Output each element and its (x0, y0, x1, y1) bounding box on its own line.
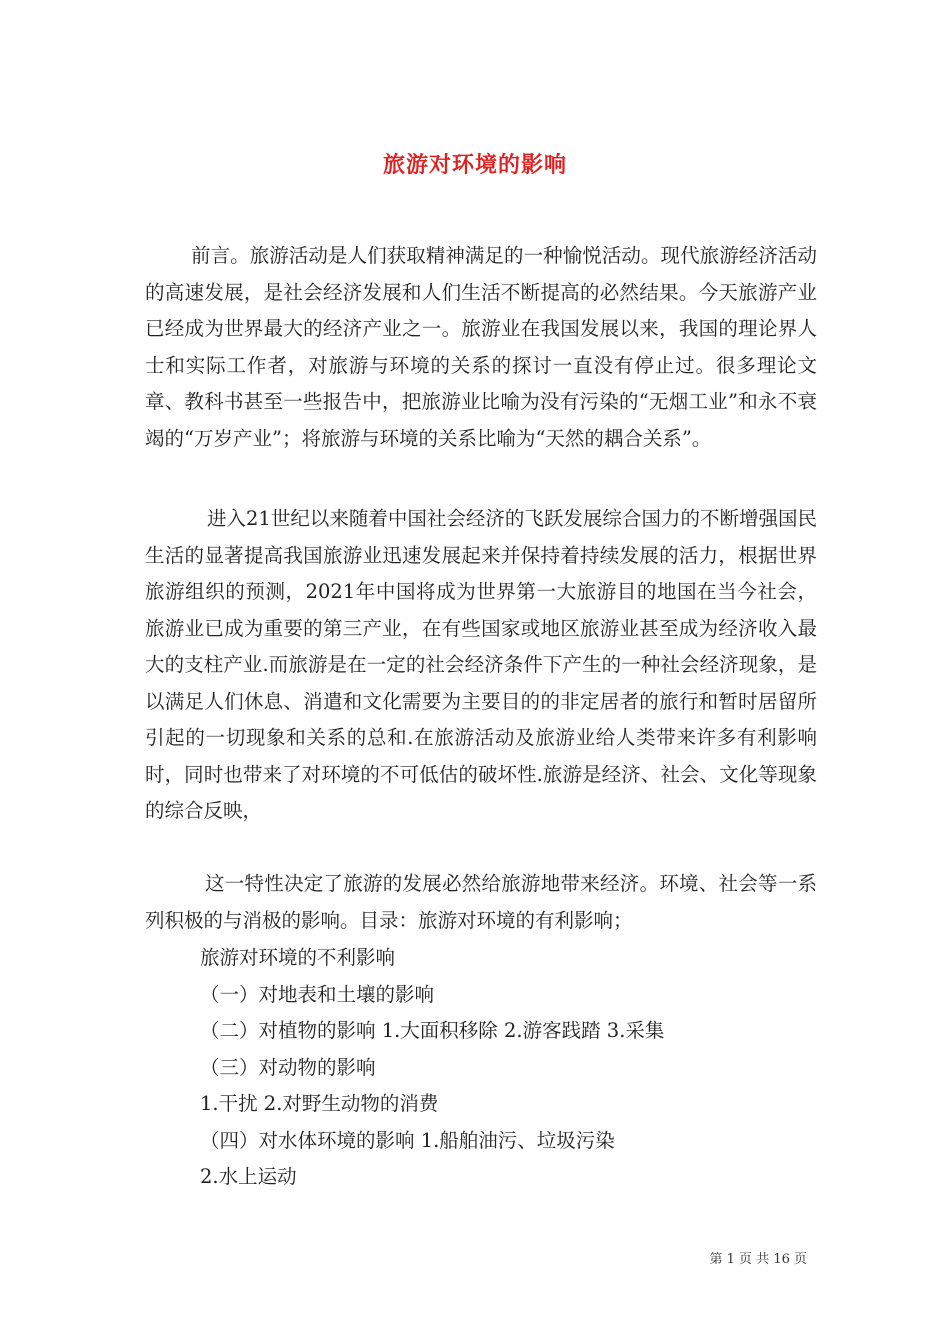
outline-line: （四）对水体环境的影响 1.船舶油污、垃圾污染 (200, 1129, 615, 1152)
paragraph-preface: 前言。旅游活动是人们获取精神满足的一种愉悦活动。现代旅游经济活动的高速发展，是社会经济发展和人们生活不断提高的必然结果。今天旅游产业已经成为世界最大的经济产业之一。旅游业在我国发展以来，我国的理论界人士和实际工作者，对旅游与环境的关系的探讨一直没有停止过。很多理论文章、教科书甚至一些报告中，把旅游业比喻为没有污染的“无烟工业”和永不衰竭的“万岁产业”；将旅游与环境的关系比喻为“天然的耦合关系”。 (145, 244, 817, 450)
outline-line: 2.水上运动 (200, 1165, 297, 1188)
paragraph-contents-intro: 这一特性决定了旅游的发展必然给旅游地带来经济。环境、社会等一系列积极的与消极的影响。目录：旅游对环境的有利影响； (145, 872, 817, 932)
outline-line: （三）对动物的影响 (200, 1056, 376, 1079)
page-number-footer: 第 1 页 共 16 页 (709, 1252, 807, 1267)
paragraph-background: 进入21世纪以来随着中国社会经济的飞跃发展综合国力的不断增强国民生活的显著提高我国旅游业迅速发展起来并保持着持续发展的活力，根据世界旅游组织的预测，2021年中国将成为世界第一大旅游目的地国在当今社会，旅游业已成为重要的第三产业，在有些国家或地区旅游业甚至成为经济收入最大的支柱产业.而旅游是在一定的社会经济条件下产生的一种社会经济现象，是以满足人们休息、消遣和文化需要为主要目的的非定居者的旅行和暂时居留所引起的一切现象和关系的总和.在旅游活动及旅游业给人类带来许多有利影响时，同时也带来了对环境的不可低估的破坏性.旅游是经济、社会、文化等现象的综合反映， (145, 507, 817, 822)
outline-line: 1.干扰 2.对野生动物的消费 (200, 1092, 439, 1115)
page-title: 旅游对环境的影响 (382, 151, 567, 178)
outline-line: （二）对植物的影响 1.大面积移除 2.游客践踏 3.采集 (200, 1019, 665, 1042)
outline-line: （一）对地表和土壤的影响 (200, 983, 435, 1006)
outline-line: 旅游对环境的不利影响 (200, 946, 396, 969)
